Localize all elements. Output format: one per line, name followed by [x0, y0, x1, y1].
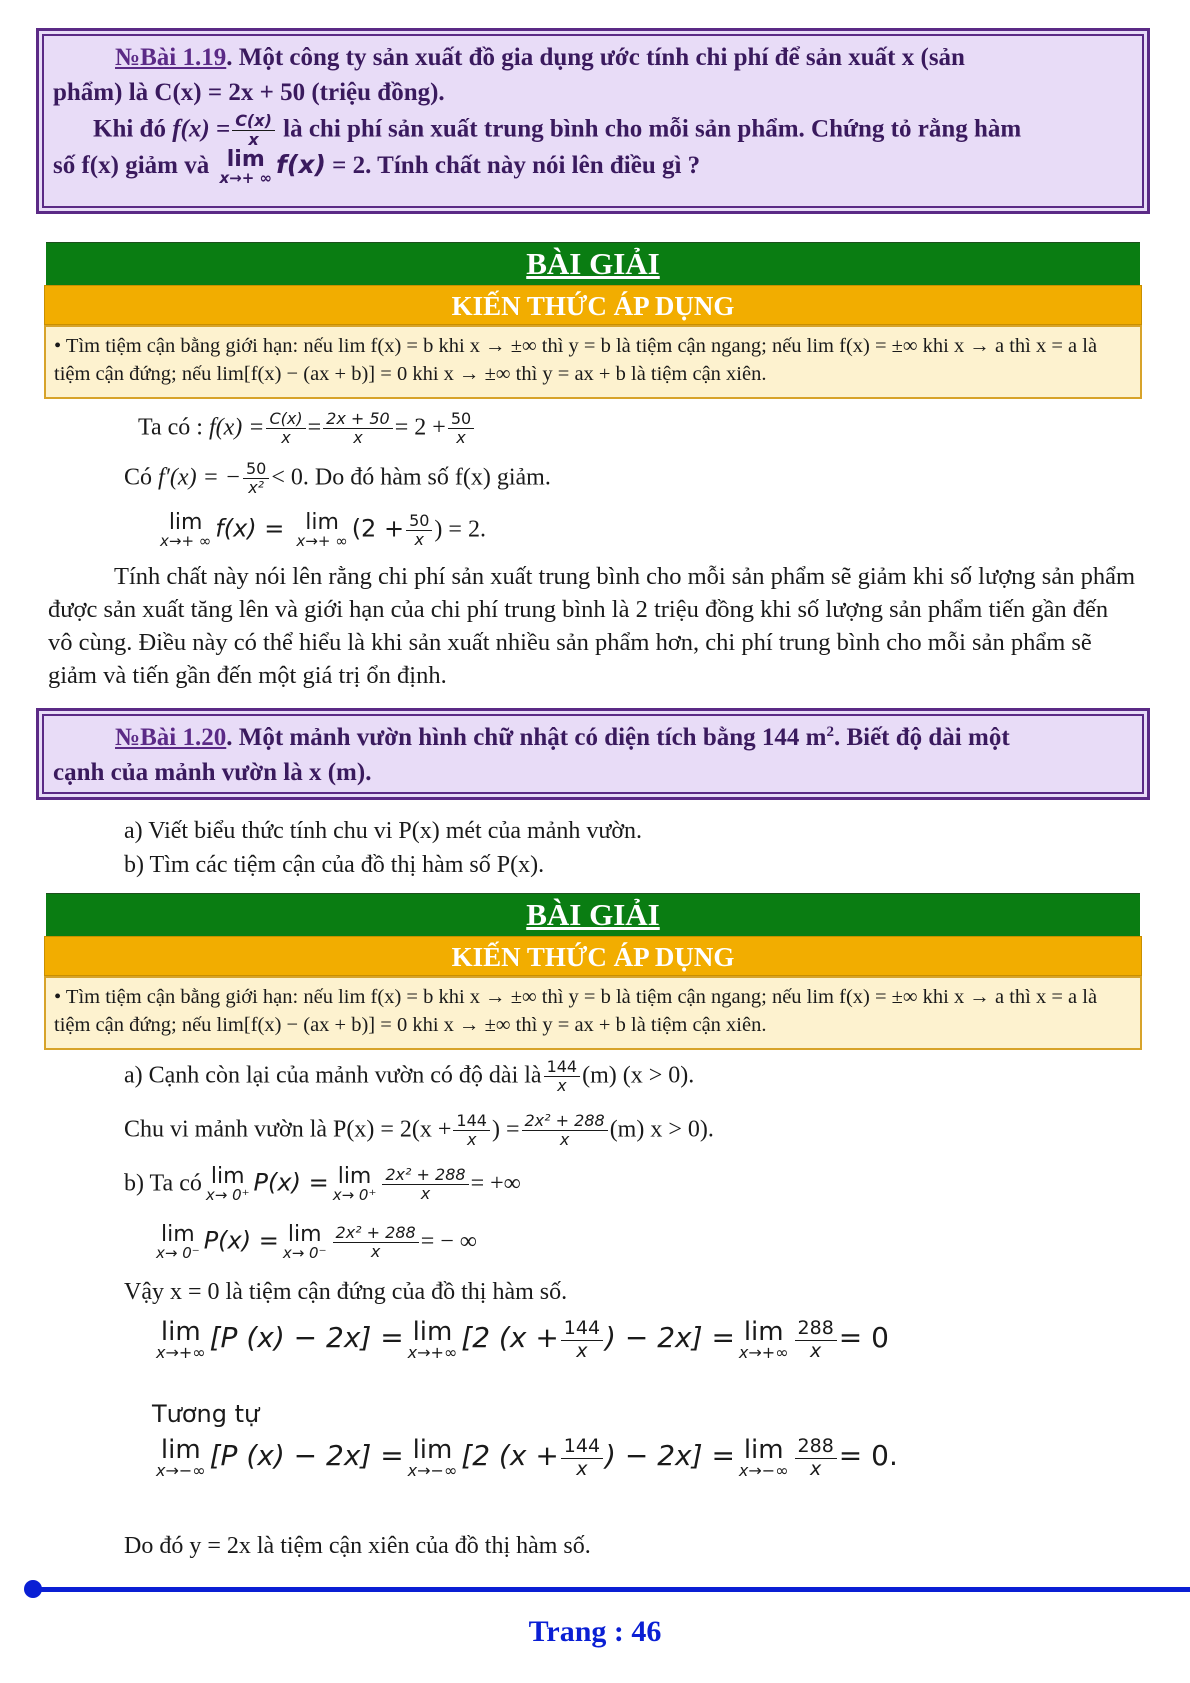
- problem-line: [53, 721, 1133, 756]
- fraction: [795, 1436, 837, 1481]
- lim-label: lim: [743, 1435, 784, 1466]
- lim-subscript: x→+∞: [407, 1343, 458, 1363]
- math-expr: [2 (x +: [461, 1438, 559, 1472]
- limit: [206, 1166, 250, 1203]
- denominator: x: [559, 1130, 570, 1150]
- problem-number: №Bài 1.20: [115, 724, 227, 751]
- lim-subscript: x→+∞: [156, 1343, 206, 1363]
- lim-subscript: x→−∞: [407, 1461, 458, 1481]
- math-expr: [P (x) − 2x] =: [209, 1438, 404, 1472]
- limit: [408, 1437, 458, 1479]
- conclusion: Do đó y = 2x là tiệm cận xiên của đồ thị hàm số.: [124, 1533, 591, 1559]
- solution-line: [152, 1436, 898, 1481]
- problem-line: [53, 148, 1133, 186]
- text: = +∞: [470, 1170, 521, 1197]
- text: b) Ta có: [124, 1170, 202, 1197]
- lim-label: lim: [412, 1317, 453, 1348]
- problem-line: [53, 112, 1133, 150]
- lim-subscript: x→ 0⁻: [282, 1244, 327, 1263]
- numerator: 50: [406, 512, 432, 531]
- numerator: 144: [544, 1058, 581, 1077]
- knowledge-box: • Tìm tiệm cận bằng giới hạn: nếu lim f(x) = b khi x → ±∞ thì y = b là tiệm cận ngang; nếu lim f(x) = ±∞ khi x → a thì x = a là tiệm cận đứng; nếu lim[f(x) − (ax + b)] = 0 khi x → ±∞ thì y = ax + b là tiệm cận xiên.: [44, 976, 1142, 1050]
- lim-label: lim: [210, 1164, 245, 1190]
- text: ) = 2.: [434, 516, 486, 543]
- numerator: 288: [795, 1436, 837, 1459]
- text: (2 +: [351, 514, 405, 543]
- limit: [296, 512, 347, 549]
- limit: [283, 1224, 327, 1261]
- solution-line: [152, 1224, 477, 1262]
- lim-subscript: x→+∞: [738, 1343, 789, 1363]
- limit: [408, 1319, 458, 1361]
- fraction: [561, 1318, 603, 1363]
- limit: [739, 1437, 789, 1479]
- problem-text: . Một công ty sản xuất đồ gia dụng ước tính chi phí để sản xuất x (sản: [226, 44, 965, 71]
- numerator: 144: [453, 1112, 490, 1131]
- limit: [160, 512, 211, 549]
- solution-line: [138, 410, 476, 448]
- limit: [333, 1166, 377, 1203]
- math-px: P(x) =: [203, 1226, 279, 1255]
- problem-text: . Một mảnh vườn hình chữ nhật có diện tích bằng 144 m: [226, 724, 827, 751]
- knowledge-header: KIẾN THỨC ÁP DỤNG: [44, 936, 1142, 976]
- text: a) Cạnh còn lại của mảnh vườn có độ dài là: [124, 1062, 542, 1089]
- solution-paragraph: Tính chất này nói lên rằng chi phí sản xuất trung bình cho mỗi sản phẩm sẽ giảm khi số lượng sản phẩm được sản xuất tăng lên và giới hạn của chi phí trung bình là 2 triệu đồng khi số lượng sản phẩm tiến gần đến vô cùng. Điều này có thể hiểu là khi sản xuất nhiều sản phẩm hơn, chi phí trung bình cho mỗi sản phẩm sẽ giảm và tiến gần đến một giá trị ổn định.: [48, 563, 1136, 690]
- denominator: x: [370, 1242, 381, 1262]
- superscript: 2: [826, 724, 834, 740]
- knowledge-header: KIẾN THỨC ÁP DỤNG: [44, 285, 1142, 325]
- math-expr: [P (x) − 2x] =: [209, 1320, 404, 1354]
- solution-title: BÀI GIẢI: [526, 897, 660, 932]
- knowledge-box: • Tìm tiệm cận bằng giới hạn: nếu lim f(x) = b khi x → ±∞ thì y = b là tiệm cận ngang; nếu lim f(x) = ±∞ khi x → a thì x = a là tiệm cận đứng; nếu lim[f(x) − (ax + b)] = 0 khi x → ±∞ thì y = ax + b là tiệm cận xiên.: [44, 325, 1142, 399]
- numerator: 2x² + 288: [522, 1112, 608, 1131]
- denominator: x: [414, 530, 424, 550]
- limit: [156, 1224, 200, 1261]
- limit: [739, 1319, 789, 1361]
- lim-label: lim: [337, 1164, 372, 1190]
- solution-line: [124, 1166, 521, 1204]
- text: (m) (x > 0).: [582, 1062, 695, 1089]
- denominator: x: [810, 1339, 822, 1362]
- numerator: 144: [561, 1436, 603, 1459]
- denominator: x: [810, 1457, 822, 1480]
- text: Chu vi mảnh vườn là P(x) = 2(x +: [124, 1116, 452, 1143]
- math-expr: = 0.: [838, 1438, 898, 1472]
- math-px: P(x) =: [253, 1168, 329, 1197]
- problem-text: số f(x) giảm và: [53, 151, 216, 179]
- problem-line: phẩm) là C(x) = 2x + 50 (triệu đồng).: [53, 78, 445, 106]
- denominator: x: [353, 428, 363, 448]
- math-derivative: f′(x) = −: [158, 464, 241, 491]
- fraction: [382, 1166, 468, 1204]
- fraction: [448, 410, 474, 448]
- denominator: x: [576, 1457, 588, 1480]
- text: (m) x > 0).: [609, 1116, 714, 1143]
- lim-label: lim: [160, 1317, 201, 1348]
- numerator: 144: [561, 1318, 603, 1341]
- text: Ta có :: [138, 414, 209, 441]
- problem-text: Khi đó: [93, 115, 173, 143]
- fraction: [453, 1112, 490, 1150]
- numerator: 2x + 50: [323, 410, 393, 429]
- problem-line: cạnh của mảnh vườn là x (m).: [53, 758, 372, 786]
- problem-text: . Biết độ dài một: [833, 724, 1010, 751]
- denominator: x: [420, 1184, 431, 1204]
- numerator: C(x): [232, 112, 275, 131]
- problem-box-1-19: [36, 28, 1150, 214]
- denominator: x²: [248, 478, 265, 498]
- lim-subscript: x→−∞: [738, 1461, 789, 1481]
- lim-subscript: x→+ ∞: [296, 532, 348, 551]
- lim-subscript: x→ 0⁻: [156, 1244, 200, 1263]
- fraction: [522, 1112, 608, 1150]
- lim-subscript: x→+ ∞: [219, 168, 273, 187]
- lim-label: lim: [305, 510, 339, 536]
- solution-line: [124, 1058, 694, 1096]
- numerator: 288: [795, 1318, 837, 1341]
- lim-label: lim: [168, 510, 203, 536]
- text: ) =: [491, 1116, 520, 1143]
- numerator: 2x² + 288: [333, 1224, 419, 1243]
- denominator: x: [466, 1130, 477, 1150]
- fraction: [333, 1224, 419, 1262]
- denominator: x: [456, 428, 466, 448]
- lim-label: lim: [160, 1435, 201, 1466]
- numerator: 2x² + 288: [382, 1166, 468, 1185]
- fraction: [406, 512, 432, 550]
- lim-label: lim: [412, 1435, 453, 1466]
- fraction: [795, 1318, 837, 1363]
- solution-header: [46, 242, 1140, 285]
- problem-text: là chi phí sản xuất trung bình cho mỗi sản phẩm. Chứng tỏ rằng hàm: [276, 115, 1022, 143]
- fraction: [232, 112, 275, 150]
- fraction: [561, 1436, 603, 1481]
- denominator: x: [557, 1076, 567, 1096]
- problem-number: №Bài 1.19: [115, 44, 227, 71]
- problem-box-1-20: [36, 708, 1150, 800]
- problem-text: = 2. Tính chất này nói lên điều gì ?: [325, 151, 701, 179]
- fraction: [544, 1058, 581, 1096]
- solution-line: Vậy x = 0 là tiệm cận đứng của đồ thị hàm số.: [124, 1279, 568, 1305]
- solution-header: [46, 893, 1140, 936]
- question-b: b) Tìm các tiệm cận của đồ thị hàm số P(x).: [124, 852, 545, 878]
- fraction: [323, 410, 393, 448]
- solution-line: [124, 460, 551, 498]
- numerator: C(x): [266, 410, 305, 429]
- fraction: [243, 460, 269, 498]
- text: = − ∞: [420, 1228, 477, 1255]
- text: < 0. Do đó hàm số f(x) giảm.: [271, 464, 551, 491]
- solution-title: BÀI GIẢI: [526, 246, 660, 281]
- fraction: [266, 410, 305, 448]
- problem-line: [53, 41, 1133, 76]
- solution-line: [156, 512, 486, 550]
- math-fx: f(x) =: [215, 514, 285, 543]
- denominator: x: [248, 130, 259, 150]
- lim-subscript: x→ 0⁺: [205, 1186, 250, 1205]
- math-fx: f(x) =: [172, 115, 231, 143]
- lim-subscript: x→+ ∞: [160, 532, 212, 551]
- footer-rule: [32, 1587, 1190, 1592]
- math-expr: [2 (x +: [461, 1320, 559, 1354]
- math-expr: ) − 2x] =: [605, 1438, 735, 1472]
- lim-label: lim: [226, 146, 265, 172]
- limit: [156, 1319, 206, 1361]
- lim-label: lim: [287, 1222, 322, 1248]
- math-expr: = 0: [838, 1320, 889, 1354]
- lim-label: lim: [161, 1222, 195, 1248]
- page-number: Trang : 46: [528, 1615, 662, 1648]
- solution-line: [124, 1112, 714, 1150]
- text: Có: [124, 464, 159, 491]
- similar-label: Tương tự: [152, 1400, 260, 1428]
- question-a: a) Viết biểu thức tính chu vi P(x) mét của mảnh vườn.: [124, 818, 643, 844]
- solution-line: [152, 1318, 889, 1363]
- numerator: 50: [448, 410, 474, 429]
- limit: [156, 1437, 206, 1479]
- lim-subscript: x→ 0⁺: [332, 1186, 377, 1205]
- denominator: x: [576, 1339, 588, 1362]
- math-fx: f(x) =: [208, 414, 265, 441]
- text: =: [307, 414, 322, 441]
- math-expr: ) − 2x] =: [605, 1320, 735, 1354]
- text: = 2 +: [394, 414, 446, 441]
- limit: [219, 146, 273, 187]
- lim-label: lim: [743, 1317, 784, 1348]
- math-fx: f(x): [276, 149, 326, 179]
- denominator: x: [281, 428, 291, 448]
- numerator: 50: [243, 460, 269, 479]
- lim-subscript: x→−∞: [156, 1461, 206, 1481]
